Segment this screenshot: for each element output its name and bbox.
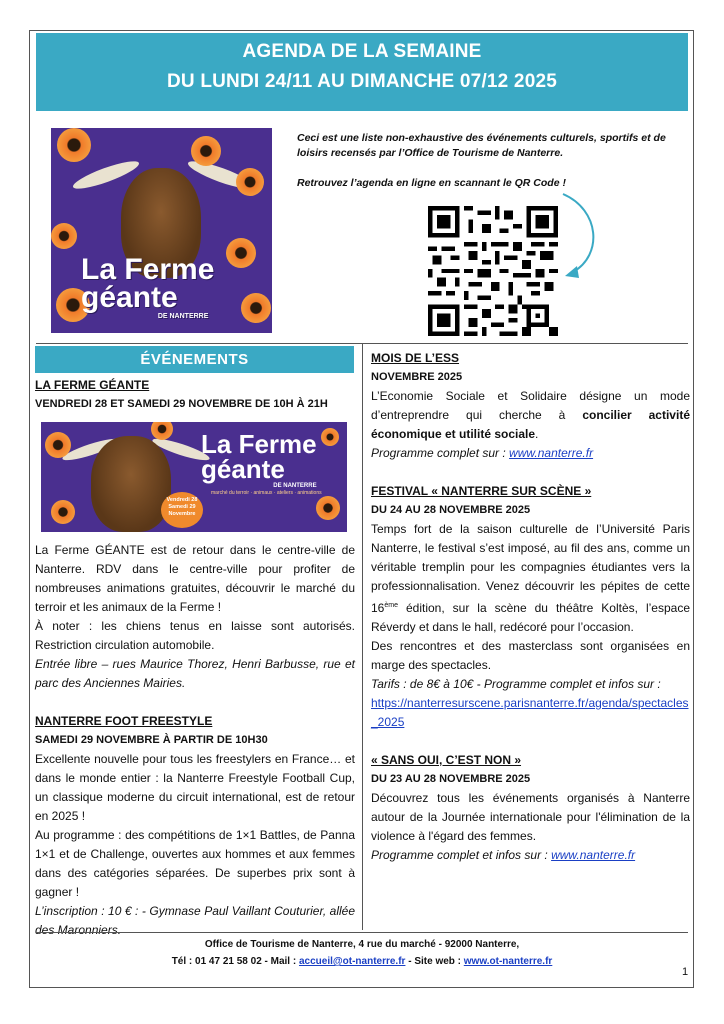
poster-title-line1: La Ferme xyxy=(81,253,215,286)
ess-emphasis: concilier activité économique et utilité sociale xyxy=(371,408,690,441)
festival-description xyxy=(371,520,690,637)
qr-invitation: Retrouvez l’agenda en ligne en scannant le QR Code ! xyxy=(297,177,566,189)
festival-date: DU 24 AU 28 NOVEMBRE 2025 xyxy=(371,504,531,516)
ess-programme-label: Programme complet sur : xyxy=(371,446,510,460)
flower-icon xyxy=(51,223,77,249)
intro-paragraph: Ceci est une liste non-exhaustive des événements culturels, sportifs et de loisirs recensés par l’Office de Tourisme de Nanterre. xyxy=(297,132,666,159)
foot-programme: Au programme : des compétitions de 1×1 Battles, de Panna 1×1 et de Challenge, ouvertes aux hommes et aux femmes dans des catégories séparées. De superbes prix sont à gagner ! xyxy=(35,828,355,899)
page-number: 1 xyxy=(682,966,689,978)
flower-icon xyxy=(191,136,221,166)
footer xyxy=(36,932,688,970)
ferme-banner-image xyxy=(41,422,347,532)
ess-description xyxy=(371,387,690,444)
flower-icon xyxy=(316,496,340,520)
ess-title: MOIS DE L’ESS xyxy=(371,351,460,365)
festival-link-wrap xyxy=(371,694,690,732)
banner-subtitle: DE NANTERRE xyxy=(273,483,317,489)
footer-contact xyxy=(36,953,688,970)
banner-title-line1: La Ferme xyxy=(201,429,317,459)
sansoui-date: DU 23 AU 28 NOVEMBRE 2025 xyxy=(371,773,531,785)
sansoui-title: « SANS OUI, C’EST NON » xyxy=(371,753,522,767)
footer-tel: Tél : 01 47 21 58 02 - Mail : xyxy=(171,956,299,967)
banner-info: marché du terroir · animaux · ateliers · animations xyxy=(211,490,322,496)
header-dates: DU LUNDI 24/11 AU DIMANCHE 07/12 2025 xyxy=(167,71,557,92)
ess-date: NOVEMBRE 2025 xyxy=(371,371,463,383)
festival-title: FESTIVAL « NANTERRE SUR SCÈNE » xyxy=(371,484,592,498)
column-divider xyxy=(362,343,363,930)
footer-web-label: - Site web : xyxy=(405,956,464,967)
poster-title-line2: géante xyxy=(81,281,178,314)
foot-registration: L’inscription : 10 € : - Gymnase Paul Vaillant Couturier, allée des Maronniers. xyxy=(35,904,355,937)
flower-icon xyxy=(241,293,271,323)
footer-web-link[interactable]: www.ot-nanterre.fr xyxy=(463,956,553,967)
flower-icon xyxy=(226,238,256,268)
banner-title xyxy=(201,429,317,490)
agenda-header xyxy=(36,33,688,111)
ferme-geante-poster xyxy=(51,128,272,333)
foot-description: Excellente nouvelle pour tous les freestylers en France… et dans le monde entier : la Nanterre Freestyle Football Cup, un classique moderne du circuit international, est de retour en 2025 ! xyxy=(35,752,355,823)
banner-title-line2: géante xyxy=(201,454,285,484)
sansoui-description: Découvrez tous les événements organisés à Nanterre autour de la Journée internationale pour l'élimination de la violence à l'égard des femmes. xyxy=(371,791,690,843)
flower-icon xyxy=(321,428,339,446)
curved-arrow-icon xyxy=(555,190,605,285)
sansoui-link[interactable]: www.nanterre.fr xyxy=(551,848,636,862)
flower-icon xyxy=(57,128,91,162)
festival-text-a: Temps fort de la saison culturelle de l’Université Paris Nanterre, le festival s’est imposé, au fil des ans, comme un véritable tremplin pour les compagnies étudiantes vers la professionnalisation. Venez découvrir les pépites de cette 16 xyxy=(371,522,690,615)
footer-address: Office de Tourisme de Nanterre, 4 rue du marché - 92000 Nanterre, xyxy=(204,939,520,950)
flower-icon xyxy=(51,500,75,524)
ferme-title: LA FERME GÉANTE xyxy=(35,378,150,392)
left-column xyxy=(35,376,355,940)
foot-date: SAMEDI 29 NOVEMBRE À PARTIR DE 10H30 xyxy=(35,734,268,746)
events-banner: ÉVÉNEMENTS xyxy=(35,346,354,373)
qr-code-icon[interactable] xyxy=(428,206,558,336)
footer-mail-link[interactable]: accueil@ot-nanterre.fr xyxy=(298,956,406,967)
festival-tarifs: Tarifs : de 8€ à 10€ - Programme complet et infos sur : xyxy=(371,677,661,691)
ferme-access: Entrée libre – rues Maurice Thorez, Henri Barbusse, rue et parc des Anciennes Mairies. xyxy=(35,657,355,690)
poster-title xyxy=(81,253,215,321)
ferme-description: La Ferme GÉANTE est de retour dans le centre-ville de Nanterre. RDV dans le centre-ville pour profiter de nombreuses animations gratuites, découvrir le marché du terroir et les animaux de la Ferme ! xyxy=(35,543,355,614)
flower-icon xyxy=(151,422,173,440)
right-column xyxy=(371,349,690,865)
highland-cow-illustration xyxy=(91,436,171,532)
ess-text: L’Economie Sociale et Solidaire désigne un mode d’entreprendre qui cherche à xyxy=(371,389,690,422)
ferme-date: VENDREDI 28 ET SAMEDI 29 NOVEMBRE DE 10H À 21H xyxy=(35,398,328,410)
flower-icon xyxy=(236,168,264,196)
date-badge: Vendredi 28 Samedi 29 Novembre xyxy=(161,492,203,528)
sansoui-programme xyxy=(371,846,690,865)
festival-masterclass: Des rencontres et des masterclass sont organisées en marge des spectacles. xyxy=(371,639,690,672)
foot-title: NANTERRE FOOT FREESTYLE xyxy=(35,714,213,728)
intro-text xyxy=(297,131,689,206)
header-title: AGENDA DE LA SEMAINE xyxy=(242,41,482,62)
festival-text-b: édition, sur la scène du théâtre Koltès, l’espace Réverdy et dans le hall, redécoré pour l’occasion. xyxy=(371,601,690,634)
poster-subtitle: DE NANTERRE xyxy=(157,313,209,320)
ess-programme xyxy=(371,444,690,463)
ess-period: . xyxy=(535,427,539,441)
sansoui-programme-label: Programme complet et infos sur : xyxy=(371,848,552,862)
ess-link[interactable]: www.nanterre.fr xyxy=(509,446,594,460)
ferme-note: À noter : les chiens tenus en laisse sont autorisés. Restriction circulation automobile. xyxy=(35,619,355,652)
festival-link[interactable]: https://nanterresurscene.parisnanterre.fr/agenda/spectacles_2025 xyxy=(371,696,689,729)
flower-icon xyxy=(45,432,71,458)
festival-ordinal: ème xyxy=(384,602,398,609)
